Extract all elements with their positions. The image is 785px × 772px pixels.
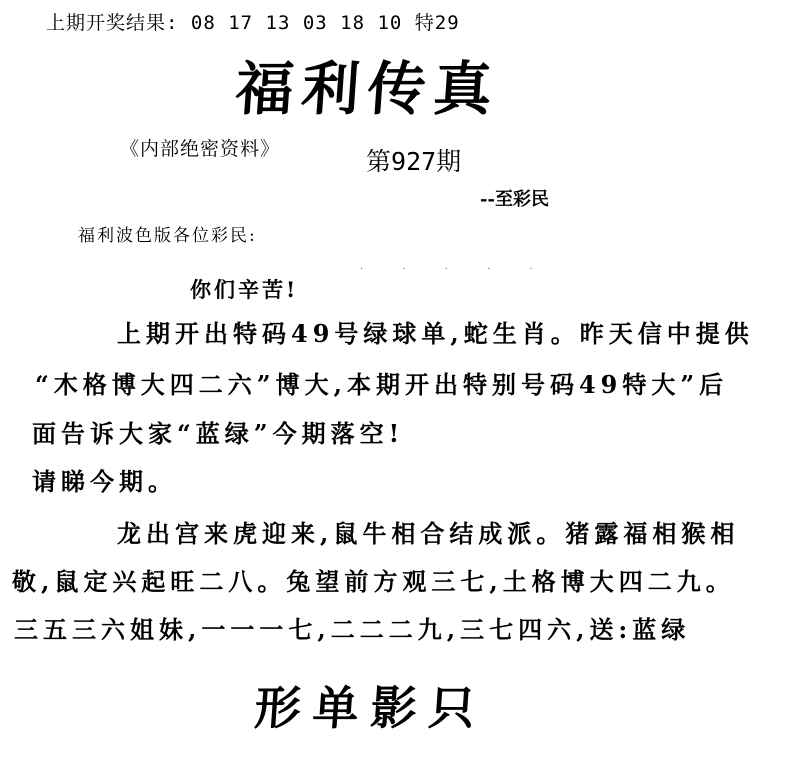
body-paragraph-line: 请睇今期。 <box>32 467 177 496</box>
poem-line: 龙出宫来虎迎来,鼠牛相合结成派。猪露福相猴相 <box>117 519 740 548</box>
scan-specks: · · · · · <box>360 264 551 275</box>
body-paragraph-line: 面告诉大家“蓝绿”今期落空! <box>32 419 405 448</box>
last-results-line: 上期开奖结果: 08 17 13 03 18 10 特29 <box>46 12 460 34</box>
body-paragraph-line: 上期开出特码49号绿球单,蛇生肖。昨天信中提供 <box>117 319 754 348</box>
body-paragraph-line: “木格博大四二六”博大,本期开出特别号码49特大”后 <box>35 370 729 399</box>
thanks-line: 你们辛苦! <box>190 277 299 302</box>
document-title: 福利传真 <box>233 55 503 123</box>
issue-number-value: 927 <box>391 147 437 176</box>
signature: --至彩民 <box>480 189 549 210</box>
greeting-line: 福利波色版各位彩民: <box>78 226 257 246</box>
secret-label: 《内部绝密资料》 <box>120 138 281 160</box>
poem-line: 三五三六姐妹,一一一七,二二二九,三七四六,送:蓝绿 <box>14 615 691 644</box>
poem-line: 敬,鼠定兴起旺二八。兔望前方观三七,土格博大四二九。 <box>12 567 735 596</box>
footer-phrase: 形单影只 <box>252 681 489 735</box>
issue-number <box>366 142 461 178</box>
issue-suffix: 期 <box>436 147 462 176</box>
issue-prefix: 第 <box>366 147 392 176</box>
